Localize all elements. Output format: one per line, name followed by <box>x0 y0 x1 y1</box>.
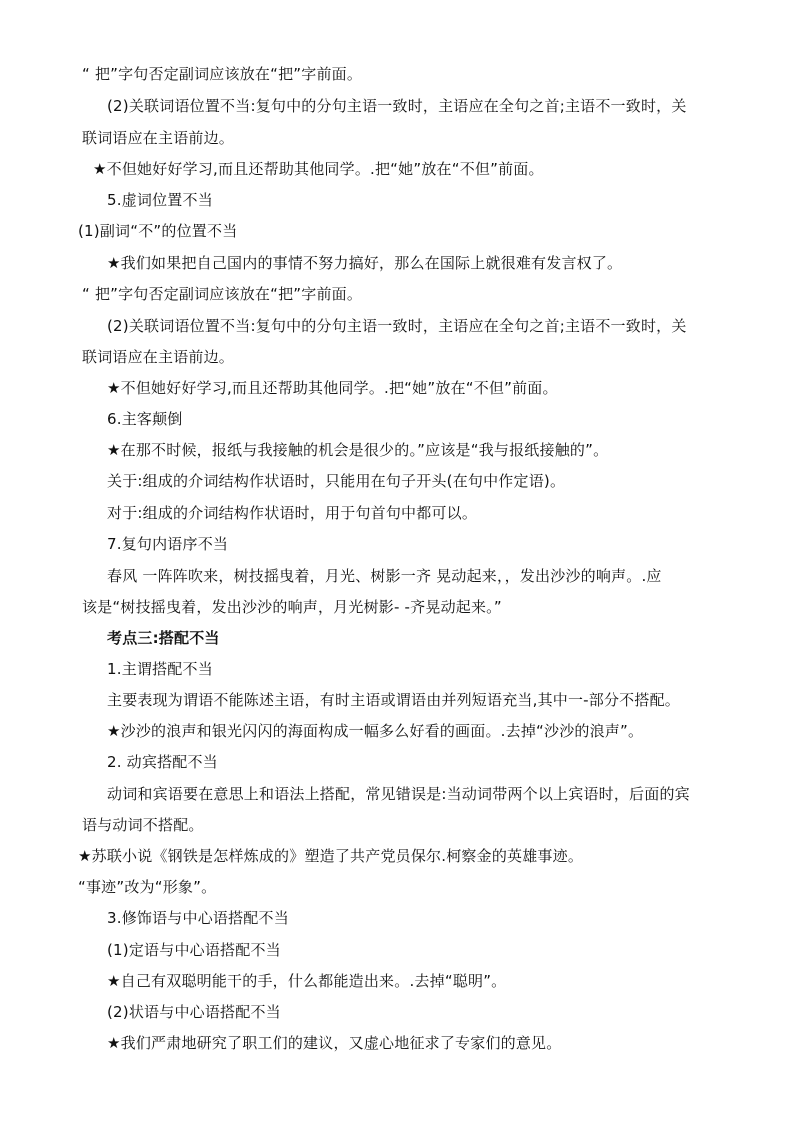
text-line: 该是“树技摇曳着，发出沙沙的响声，月光树影- -齐晃动起来。” <box>82 598 502 616</box>
text-line: ★我们严肃地研究了职工们的建议，又虚心地征求了专家们的意见。 <box>107 1034 562 1052</box>
text-line: ★我们如果把自己国内的事情不努力搞好，那么在国际上就很难有发言权了。 <box>107 254 623 272</box>
section-heading: 1.主谓搭配不当 <box>107 660 213 678</box>
text-line: 动词和宾语要在意思上和语法上搭配，常见错误是:当动词带两个以上宾语时，后面的宾 <box>107 785 690 803</box>
text-line: “ 把”字句否定副词应该放在“把”字前面。 <box>82 65 363 83</box>
text-line: ★沙沙的浪声和银光闪闪的海面构成一幅多么好看的画面。.去掉“沙沙的浪声”。 <box>107 722 644 740</box>
section-heading: 6.主客颠倒 <box>107 410 183 428</box>
text-line: 主要表现为谓语不能陈述主语，有时主语或谓语由并列短语充当,其中一-部分不搭配。 <box>107 691 680 709</box>
text-line: 联词语应在主语前边。 <box>82 129 235 147</box>
text-line: “事迹”改为“形象”。 <box>78 878 217 896</box>
topic-heading: 考点三:搭配不当 <box>107 629 220 647</box>
text-line: ★苏联小说《钢铁是怎样炼成的》塑造了共产党员保尔.柯察金的英雄事迹。 <box>78 847 584 865</box>
section-heading: 3.修饰语与中心语搭配不当 <box>107 909 289 927</box>
text-line: ★不但她好好学习,而且还帮助其他同学。.把“她”放在“不但”前面。 <box>107 379 558 397</box>
section-heading: 2. 动宾搭配不当 <box>107 753 218 771</box>
text-line: ★在那不时候，报纸与我接触的机会是很少的。”应该是“我与报纸接触的”。 <box>107 441 609 459</box>
text-line: 春风 一阵阵吹来，树技摇曳着，月光、树影一齐 晃动起来，，发出沙沙的响声。.应 <box>107 567 662 585</box>
text-line: (2)关联词语位置不当:复句中的分句主语一致时，主语应在全句之首;主语不一致时，关 <box>107 97 687 115</box>
text-line: 关于:组成的介词结构作状语时，只能用在句子开头(在句中作定语)。 <box>107 472 566 490</box>
text-line: 对于:组成的介词结构作状语时，用于句首句中都可以。 <box>107 504 478 522</box>
text-line: ★自己有双聪明能干的手，什么都能造出来。.去掉“聪明”。 <box>107 972 507 990</box>
section-heading: 5.虚词位置不当 <box>107 191 213 209</box>
text-line: 联词语应在主语前边。 <box>82 348 235 366</box>
text-line: ★不但她好好学习,而且还帮助其他同学。.把“她”放在“不但”前面。 <box>93 160 544 178</box>
text-line: (2)关联词语位置不当:复句中的分句主语一致时，主语应在全句之首;主语不一致时，关 <box>107 317 687 335</box>
text-line: “ 把”字句否定副词应该放在“把”字前面。 <box>82 285 363 303</box>
section-heading: 7.复句内语序不当 <box>107 535 229 553</box>
sub-heading: (1)副词“不”的位置不当 <box>78 222 238 240</box>
sub-heading: (1)定语与中心语搭配不当 <box>107 941 281 959</box>
sub-heading: (2)状语与中心语搭配不当 <box>107 1003 281 1021</box>
text-line: 语与动词不搭配。 <box>82 816 204 834</box>
